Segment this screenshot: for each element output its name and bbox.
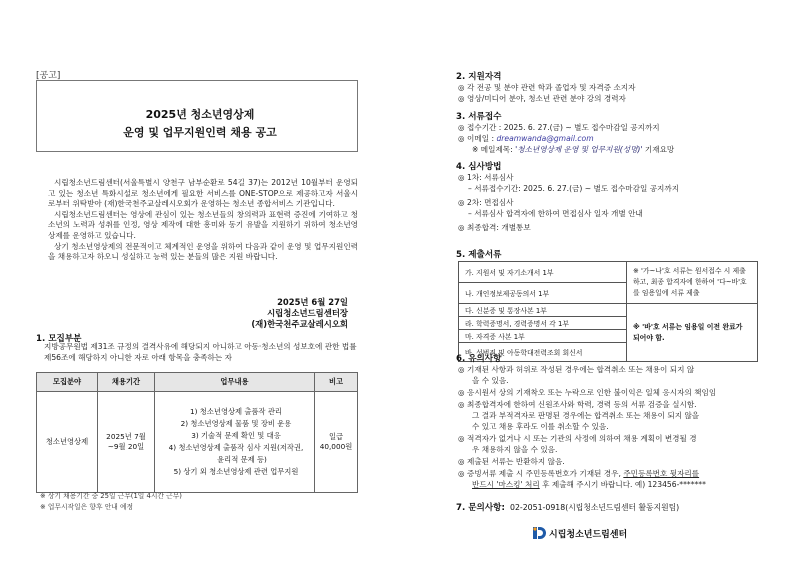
- pay-label: 일급: [328, 432, 344, 441]
- documents-note-2: ※ '바'호 서류는 임용일 이전 완료가 되어야 함.: [627, 304, 758, 362]
- masking-text-b: 주민등록번호 뒷자리를: [623, 469, 700, 478]
- notice-tag: [공고]: [36, 71, 61, 81]
- page-title: 2025년 청소년영상제: [145, 108, 255, 121]
- start-date-note: ※ 업무시작일은 향후 안내 예정: [40, 503, 134, 511]
- recruitment-table: [36, 372, 358, 493]
- caution-item-cont: 그 결과 부적격자로 판명된 경우에는 합격취소 또는 채용이 되지 않을: [472, 411, 700, 420]
- document-item: 나. 개인정보제공동의서 1부: [459, 283, 627, 304]
- email-line: [458, 133, 594, 144]
- duty-item: 4) 청소년영상제 출품작 심사 지원(저작권,: [168, 443, 304, 452]
- period-cell: [98, 392, 155, 493]
- final-result: ◎ 최종합격: 개별통보: [458, 223, 531, 232]
- documents-table: [458, 261, 758, 362]
- section-6-title: 6. 유의사항: [456, 354, 502, 364]
- mail-subject-line: [472, 144, 674, 155]
- subject-text: '청소년영상제 운영 및 업무지원(성명)': [515, 145, 643, 154]
- masking-text-d: 후 제출해 주시기 바랍니다. 예) 123456-*******: [542, 480, 706, 489]
- pay-amount: 40,000원: [319, 442, 353, 451]
- caution-item: ◎ 기재된 사항과 허위로 작성된 경우에는 합격취소 또는 채용이 되지 않: [458, 365, 695, 374]
- intro-paragraph-1: 시립청소년드림센터(서울특별시 양천구 남부순환로 54길 37)는 2012년 10월부터 운영되고 있는 청소년 특화시설로 청소년에게 필요한 서비스를 ONE-STOP으로 제공하고자 서울시로부터 위탁받아 (재)한국천주교살레시오회가 운영하는 청소년 종합서비스 기관입니다.: [48, 178, 358, 209]
- section-2-title: 2. 지원자격: [456, 72, 502, 82]
- caution-item: ◎ 제출된 서류는 반환하지 않음.: [458, 457, 565, 466]
- table-row: [459, 262, 758, 283]
- section-4-title: 4. 심사방법: [456, 162, 502, 172]
- caution-item: ◎ 최종합격자에 한하여 신원조사와 학력, 경력 등의 서류 검증을 실시함.: [458, 400, 697, 409]
- review-stage-2-detail: – 서류심사 합격자에 한하여 면접심사 일자 개별 안내: [468, 209, 643, 218]
- duty-item: 2) 청소년영상제 물품 및 장비 운용: [180, 419, 292, 428]
- duty-item: 3) 기술적 문제 확인 및 대응: [191, 431, 281, 440]
- table-header: 채용기간: [98, 373, 155, 392]
- qualification-item: ◎ 각 전공 및 분야 관련 학과 졸업자 및 자격증 소지자: [458, 83, 636, 92]
- masking-text-a: ◎ 증빙서류 제출 시 주민등록번호가 기재된 경우,: [458, 469, 621, 478]
- section-1-title: 1. 모집부분: [36, 334, 82, 344]
- intro-paragraph-2: 시립청소년드림센터는 영상에 관심이 있는 청소년들의 창의력과 표현력 증진에 기여하고 청소년의 노력과 성취를 인정, 영상 제작에 대한 흥미와 동기 유발을 지원하기 위하여 청소년영상제를 운영하고 있습니다.: [48, 209, 358, 240]
- intro-paragraph-3: 상기 청소년영상제의 전문적이고 체계적인 운영을 위하여 다음과 같이 운영 및 업무지원인력을 채용하고자 하오니 성실하고 능력 있는 분들의 많은 지원 바랍니다.: [48, 241, 358, 262]
- section-1-text: 지방공무원법 제31조 규정의 결격사유에 해당되지 아니하고 아동·청소년의 성보호에 관한 법률 제56조에 해당하지 아니한 자로 아래 항목을 충족하는 자: [44, 342, 357, 362]
- table-header: 모집분야: [37, 373, 98, 392]
- duties-cell: [155, 392, 315, 493]
- table-header-row: [37, 373, 358, 392]
- section-7-title: 7. 문의사항:: [456, 503, 505, 513]
- document-item: 가. 지원서 및 자기소개서 1부: [459, 262, 627, 283]
- subject-suffix: 기재요망: [644, 145, 675, 154]
- qualification-item: ◎ 영상/미디어 분야, 청소년 관련 분야 강의 경력자: [458, 94, 626, 103]
- field-cell: 청소년영상제: [37, 392, 98, 493]
- signer-title: 시립청소년드림센터장: [267, 308, 348, 318]
- caution-item: ◎ 적격자가 없거나 시 또는 기관의 사정에 의하여 채용 계획이 변경될 경: [458, 434, 697, 443]
- application-period: ◎ 접수기간 : 2025. 6. 27.(금) ~ 별도 접수마감일 공지까지: [458, 123, 660, 132]
- document-item: 다. 신분증 및 통장사본 1부: [459, 304, 627, 317]
- section-5-title: 5. 제출서류: [456, 250, 502, 260]
- documents-note-1: ※ '가~나'호 서류는 원서접수 시 제출하고, 최종 합격자에 한하여 '다~바'호를 임용일에 서류 제출: [627, 262, 758, 304]
- caution-item-masking: [458, 468, 699, 479]
- caution-item-cont: 을 수 있음.: [472, 376, 509, 385]
- review-stage-2: ◎ 2차: 면접심사: [458, 198, 514, 207]
- caution-item-cont: 수 있고 채용 후라도 이를 취소할 수 있음.: [472, 422, 609, 431]
- caution-item-cont: [472, 479, 706, 490]
- table-header: 비고: [315, 373, 358, 392]
- footer-logo-name: 시립청소년드림센터: [549, 530, 628, 540]
- section-3-title: 3. 서류접수: [456, 112, 502, 122]
- pay-cell: [315, 392, 358, 493]
- duty-item: 윤리적 문제 등): [217, 455, 267, 464]
- notice-date: 2025년 6월 27일: [277, 297, 348, 307]
- document-item: 라. 학력증명서, 경력증명서 각 1부: [459, 317, 627, 330]
- duty-item: 1) 청소년영상제 출품작 관리: [190, 407, 282, 416]
- masking-emphasis: 반드시 '마스킹' 처리: [472, 480, 540, 489]
- contact-text: 02-2051-0918(시립청소년드림센터 활동지원팀): [509, 503, 680, 512]
- page-subtitle: 운영 및 업무지원인력 채용 공고: [123, 126, 277, 139]
- contact-line: [456, 495, 679, 514]
- table-row: [37, 392, 358, 493]
- review-stage-1: ◎ 1차: 서류심사: [458, 173, 514, 182]
- work-hours-note: ※ 상기 채용기간 중 25일 근무(1일 4시간 근무): [40, 492, 182, 500]
- period-start: 2025년 7월: [106, 432, 146, 441]
- caution-item: ◎ 응시원서 상의 기재착오 또는 누락으로 인한 불이익은 일체 응시자의 책임임: [458, 388, 717, 397]
- caution-item-cont: 우 채용하지 않을 수 있음.: [472, 445, 558, 454]
- review-stage-1-detail: – 서류접수기간: 2025. 6. 27.(금) ~ 별도 접수마감일 공지까지: [468, 184, 680, 193]
- intro-text: [48, 178, 358, 263]
- subject-label: ※ 메일제목:: [472, 145, 513, 154]
- signer-org: (재)한국천주교살레시오회: [251, 319, 348, 329]
- email-link[interactable]: dreamwanda@gmail.com: [496, 134, 594, 143]
- period-end: ~9월 20일: [107, 442, 145, 451]
- document-item: 바. 성범죄 및 아동학대전력조회 회신서: [459, 343, 627, 362]
- table-row: [459, 304, 758, 317]
- document-item: 마. 자격증 사본 1부: [459, 330, 627, 343]
- table-header: 업무내용: [155, 373, 315, 392]
- dream-center-logo-icon: [532, 526, 546, 540]
- email-label: ◎ 이메일 :: [458, 134, 495, 143]
- duty-item: 5) 상기 외 청소년영상제 관련 업무지원: [173, 467, 299, 476]
